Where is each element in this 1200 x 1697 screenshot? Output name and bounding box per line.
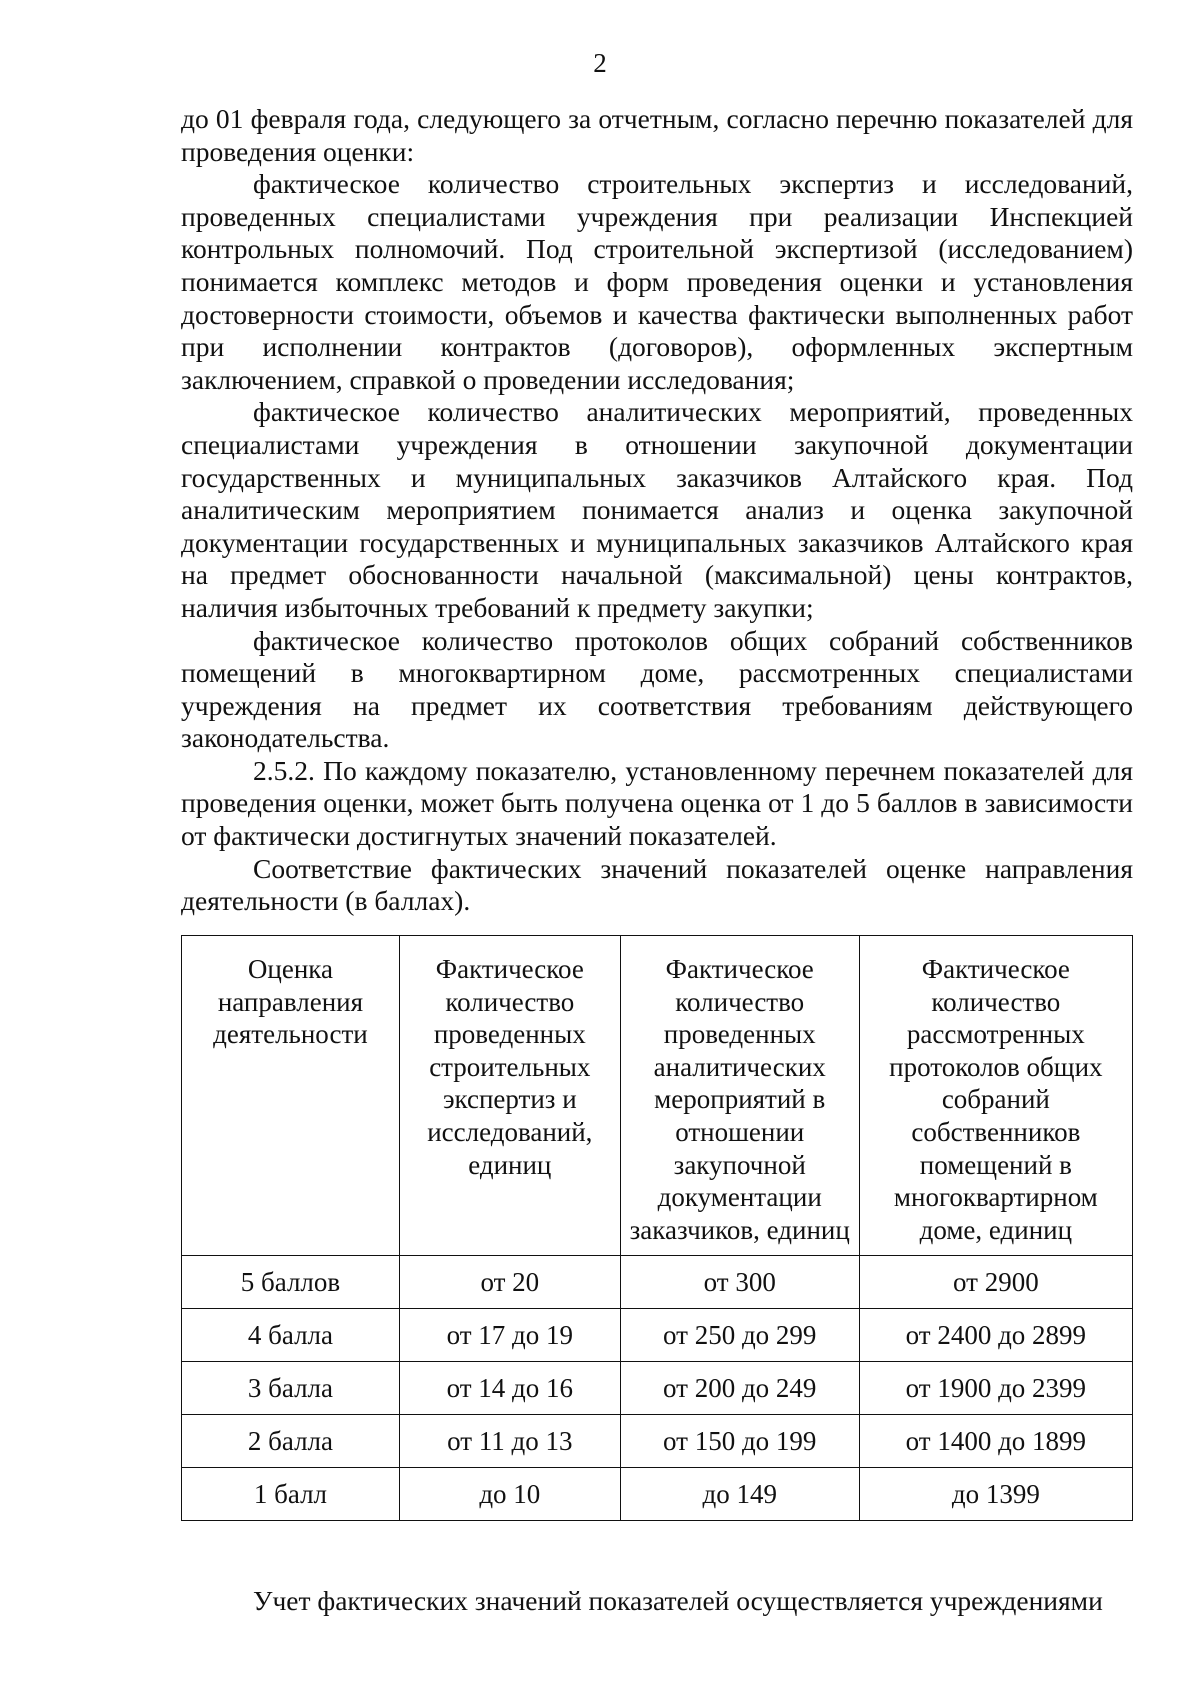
table-cell: до 149 (620, 1468, 859, 1521)
paragraph-deadline: до 01 февраля года, следующего за отчетным, согласно перечню показателей для проведения оценки: (181, 103, 1133, 167)
document-body (181, 103, 1133, 918)
table-cell: от 300 (620, 1256, 859, 1309)
table-header-row (182, 936, 1133, 1256)
scores-table (181, 935, 1133, 1521)
table-cell: до 10 (399, 1468, 620, 1521)
paragraph-table-caption: Соответствие фактических значений показателей оценке направления деятельности (в баллах). (181, 852, 1133, 917)
table-cell: от 2900 (859, 1256, 1132, 1309)
paragraph-analytical-events: фактическое количество аналитических мероприятий, проведенных специалистами учреждения в отношении закупочной документации государственных и муниципальных заказчиков Алтайского края. Под аналитическим мероприятием понимается анализ и оценка закупочной документации государственных и муниципальных заказчиков Алтайского края на предмет обоснованности начальной (максимальной) цены контрактов, наличия избыточных требований к предмету закупки; (181, 396, 1133, 623)
table-row (182, 1468, 1133, 1521)
table-cell: 3 балла (182, 1362, 400, 1415)
table-header-cell: Оценка направления деятельности (182, 936, 400, 1256)
table-header-cell: Фактическое количество проведенных строительных экспертиз и исследований, единиц (399, 936, 620, 1256)
paragraph-construction-expertise: фактическое количество строительных экспертиз и исследований, проведенных специалистами учреждения при реализации Инспекцией контрольных полномочий. Под строительной экспертизой (исследованием) понимается комплекс методов и форм проведения оценки и установления достоверности стоимости, объемов и качества фактически выполненных работ при исполнении контрактов (договоров), оформленных экспертным заключением, справкой о проведении исследования; (181, 168, 1133, 395)
paragraph-accounting: Учет фактических значений показателей осуществляется учреждениями (253, 1585, 1103, 1616)
table-cell: 2 балла (182, 1415, 400, 1468)
table-row (182, 1309, 1133, 1362)
table-cell: от 150 до 199 (620, 1415, 859, 1468)
table-cell: от 2400 до 2899 (859, 1309, 1132, 1362)
table-cell: от 17 до 19 (399, 1309, 620, 1362)
table-row (182, 1415, 1133, 1468)
table-header-cell: Фактическое количество рассмотренных протоколов общих собраний собственников помещений в многоквартирном доме, единиц (859, 936, 1132, 1256)
table-cell: до 1399 (859, 1468, 1132, 1521)
table-row (182, 1362, 1133, 1415)
table-row (182, 1256, 1133, 1309)
paragraph-clause-2-5-2: 2.5.2. По каждому показателю, установленному перечнем показателей для проведения оценки, может быть получена оценка от 1 до 5 баллов в зависимости от фактически достигнутых значений показателей. (181, 754, 1133, 852)
page-number: 2 (593, 48, 607, 78)
table-cell: от 250 до 299 (620, 1309, 859, 1362)
table-cell: от 1900 до 2399 (859, 1362, 1132, 1415)
paragraph-meeting-protocols: фактическое количество протоколов общих собраний собственников помещений в многоквартирном доме, рассмотренных специалистами учреждения на предмет их соответствия требованиям действующего законодательства. (181, 624, 1133, 754)
table-cell: 4 балла (182, 1309, 400, 1362)
table-cell: от 1400 до 1899 (859, 1415, 1132, 1468)
table-cell: от 11 до 13 (399, 1415, 620, 1468)
table-cell: от 14 до 16 (399, 1362, 620, 1415)
table-header-cell: Фактическое количество проведенных аналитических мероприятий в отношении закупочной документации заказчиков, единиц (620, 936, 859, 1256)
table-cell: 1 балл (182, 1468, 400, 1521)
table-cell: от 20 (399, 1256, 620, 1309)
table-cell: 5 баллов (182, 1256, 400, 1309)
table-cell: от 200 до 249 (620, 1362, 859, 1415)
